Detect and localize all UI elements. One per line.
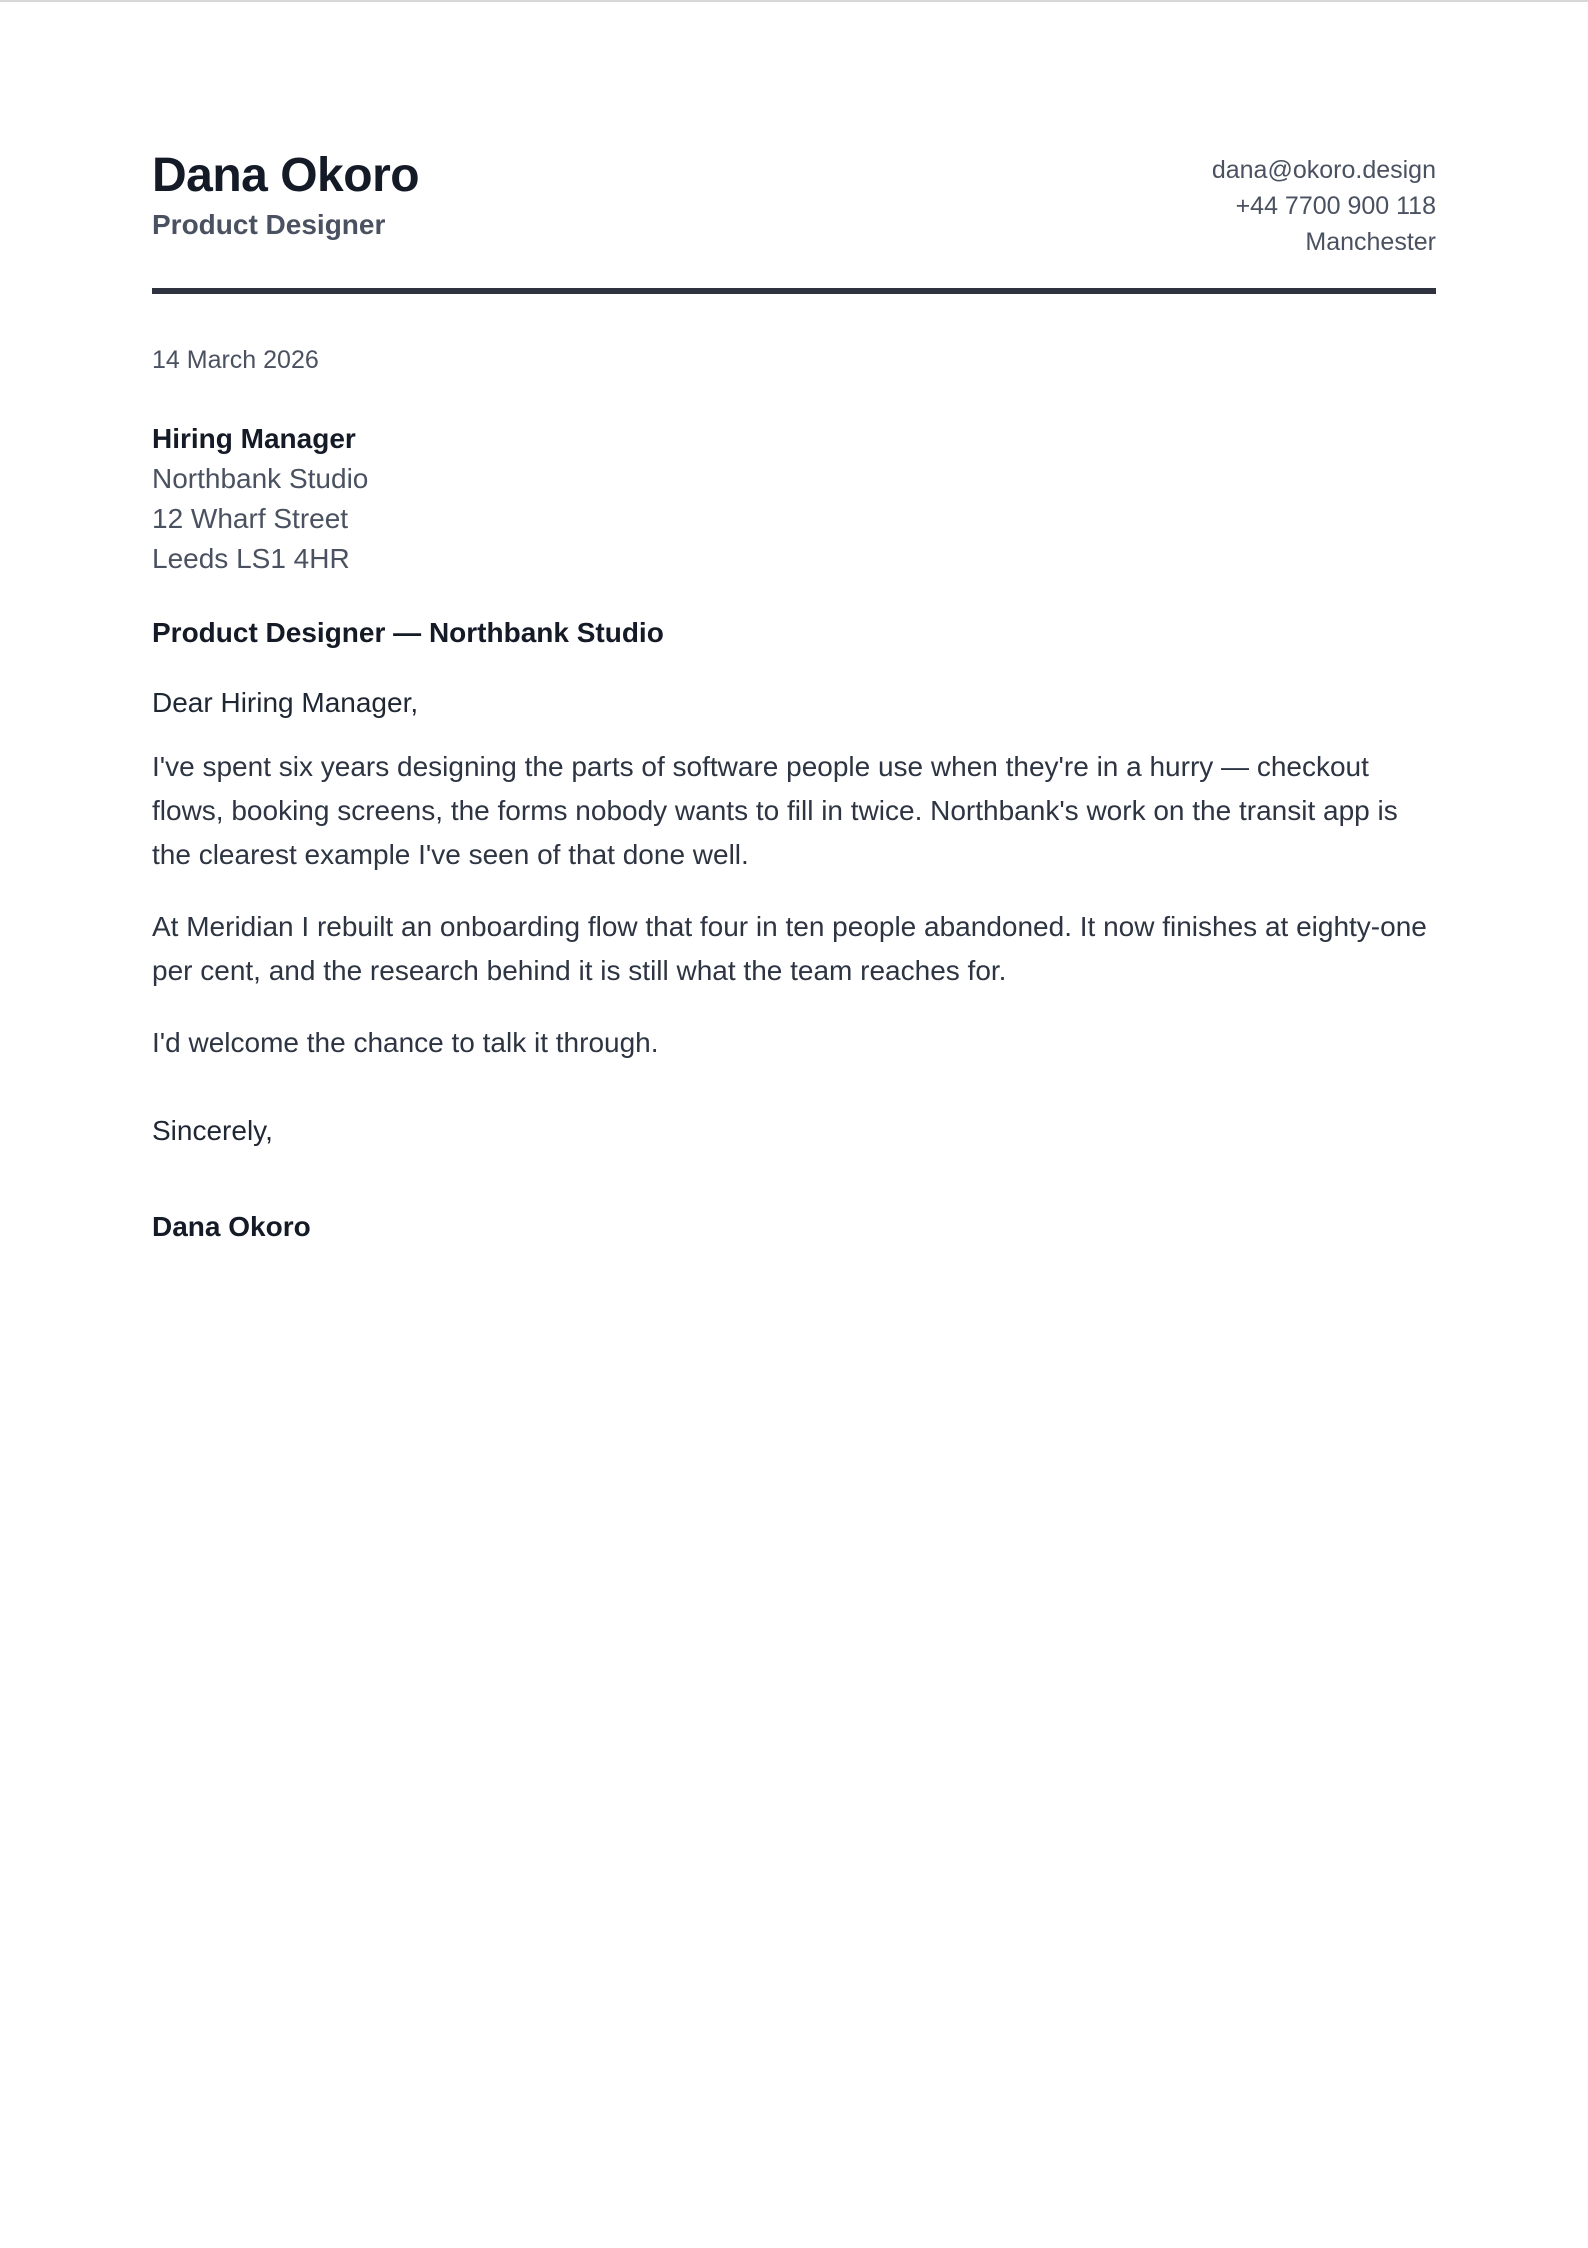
top-border	[0, 0, 1588, 2]
sender-identity	[152, 150, 419, 241]
closing: Sincerely,	[152, 1115, 273, 1146]
sender-title: Product Designer	[152, 208, 386, 240]
body-paragraph: I've spent six years designing the parts of software people use when they're in a hurry — checkout flows, booking screens, the forms nobody wants to fill in twice. Northbank's work on the transit app is the clearest example I've seen of that done well.	[152, 751, 1398, 870]
cover-letter	[152, 150, 1436, 1243]
letter-subject: Product Designer — Northbank Studio	[152, 617, 664, 648]
contact-email[interactable]: dana@okoro.design	[1211, 156, 1436, 184]
contact-city: Manchester	[1305, 228, 1436, 256]
letter-header	[152, 150, 1436, 288]
recipient-city: Leeds LS1 4HR	[152, 543, 350, 574]
contact-details	[1212, 152, 1436, 260]
signature: Dana Okoro	[152, 1211, 311, 1242]
letter-date: 14 March 2026	[152, 346, 319, 374]
sender-name: Dana Okoro	[152, 149, 420, 202]
recipient-address	[152, 419, 1436, 579]
header-divider	[152, 288, 1436, 294]
contact-phone[interactable]: +44 7700 900 118	[1235, 192, 1436, 220]
recipient-street: 12 Wharf Street	[152, 503, 349, 534]
recipient-company: Northbank Studio	[152, 463, 369, 494]
salutation: Dear Hiring Manager,	[152, 687, 419, 718]
body-paragraph: I'd welcome the chance to talk it through.	[152, 1027, 659, 1058]
body-paragraph: At Meridian I rebuilt an onboarding flow that four in ten people abandoned. It now finishes at eighty-one per cent, and the research behind it is still what the team reaches for.	[152, 911, 1427, 986]
recipient-name: Hiring Manager	[152, 423, 356, 454]
